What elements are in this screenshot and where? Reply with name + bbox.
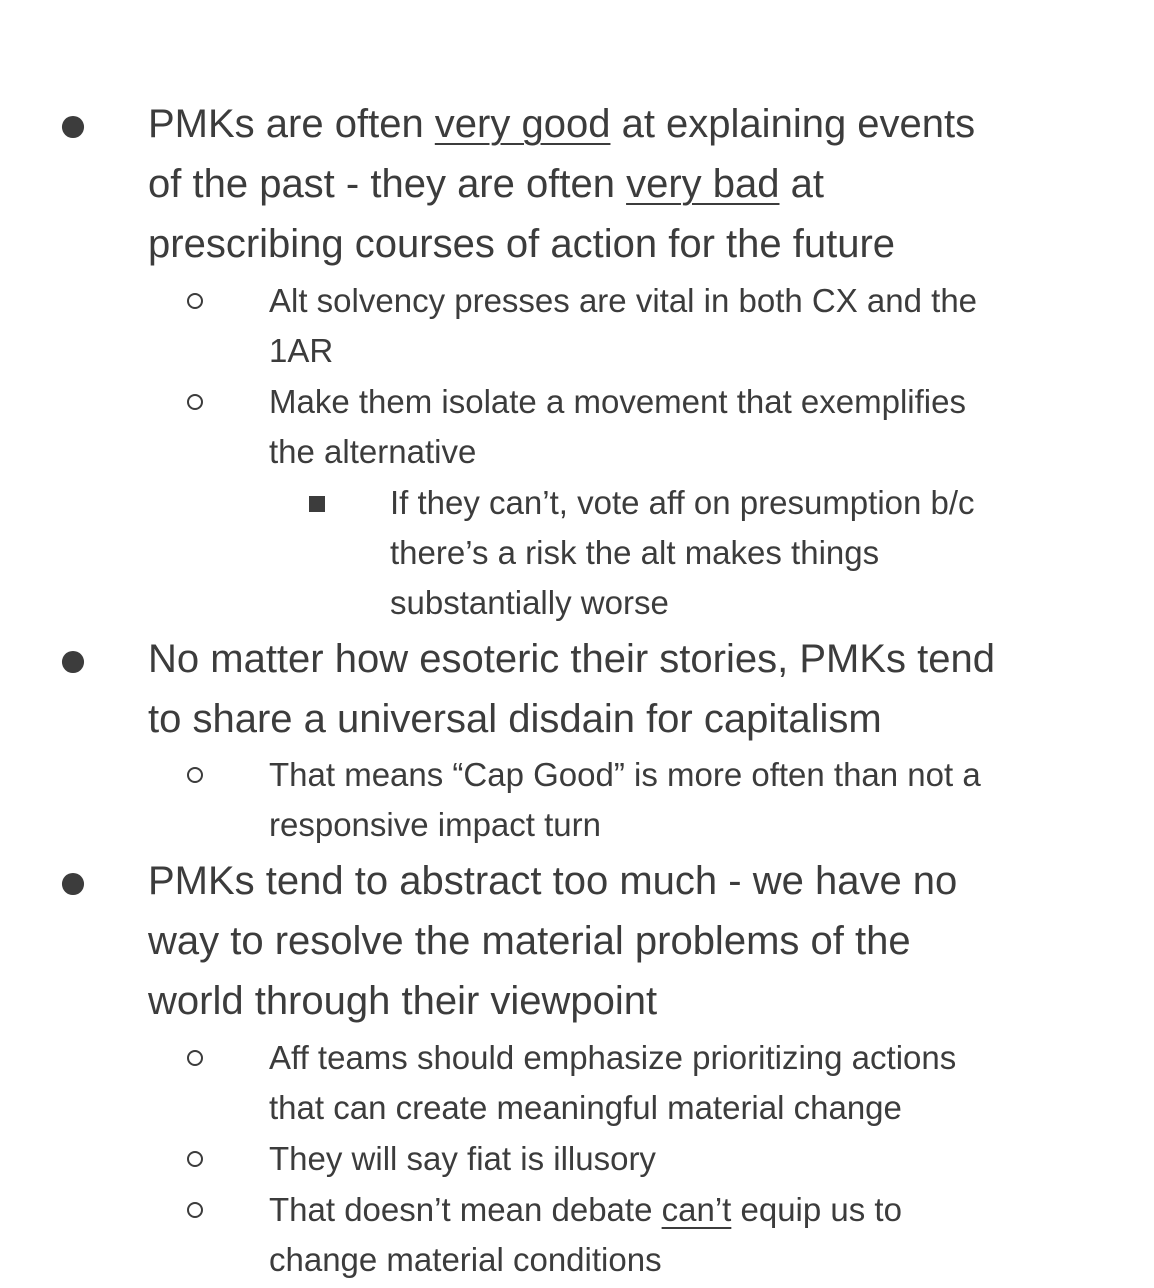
bullet-item-level-2 (0, 377, 1154, 477)
text-segment: Alt solvency presses are vital in both CX and the (269, 282, 978, 319)
filled-circle-bullet-icon (62, 873, 84, 895)
text-line (148, 94, 975, 154)
bullet-text (148, 851, 957, 1031)
text-segment: 1AR (269, 332, 334, 369)
text-segment: change material conditions (269, 1241, 662, 1278)
text-segment: to share a universal disdain for capitalism (148, 697, 882, 741)
text-segment: equip us to (731, 1191, 902, 1228)
filled-circle-bullet-icon (62, 116, 84, 138)
hollow-circle-bullet-icon (187, 1202, 203, 1218)
text-segment: that can create meaningful material change (269, 1089, 902, 1126)
bullet-item-level-2 (0, 276, 1154, 376)
text-segment: of the past - they are often (148, 162, 627, 206)
text-segment: world through their viewpoint (148, 979, 658, 1023)
text-segment: That means “Cap Good” is more often than not a (269, 756, 981, 793)
text-segment: If they can’t, vote aff on presumption b/c (390, 484, 975, 521)
bullet-text (148, 94, 975, 274)
bullet-item-level-3 (0, 478, 1154, 628)
text-line (390, 478, 975, 528)
text-line (148, 971, 957, 1031)
bullet-item-level-1 (0, 851, 1154, 1031)
text-line (148, 851, 957, 911)
hollow-circle-bullet-icon (187, 394, 203, 410)
text-line (148, 911, 957, 971)
hollow-circle-bullet-icon (187, 293, 203, 309)
text-segment: at explaining events (610, 102, 976, 146)
filled-circle-bullet-icon (62, 651, 84, 673)
square-bullet-icon (309, 496, 325, 512)
text-segment: prescribing courses of action for the future (148, 222, 896, 266)
text-line (269, 1134, 656, 1184)
bullet-item-level-2 (0, 1185, 1154, 1285)
text-segment: No matter how esoteric their stories, PMKs tend (148, 637, 995, 681)
hollow-circle-bullet-icon (187, 1151, 203, 1167)
text-segment: there’s a risk the alt makes things (390, 534, 880, 571)
bullet-text (148, 629, 995, 749)
hollow-circle-bullet-icon (187, 767, 203, 783)
bullet-item-level-2 (0, 1033, 1154, 1133)
underlined-text: very bad (626, 162, 780, 206)
bullet-text (269, 1134, 656, 1184)
text-segment: PMKs are often (148, 102, 435, 146)
text-line (269, 276, 977, 326)
bullet-item-level-1 (0, 629, 1154, 749)
bullet-text (269, 750, 981, 850)
bullet-text (269, 1185, 902, 1285)
text-line (269, 750, 981, 800)
text-line (148, 214, 975, 274)
text-segment: way to resolve the material problems of the (148, 919, 911, 963)
bullet-text (269, 377, 966, 477)
text-line (390, 528, 975, 578)
text-line (269, 1083, 956, 1133)
bullet-item-level-1 (0, 94, 1154, 274)
text-line (269, 1185, 902, 1235)
text-line (269, 800, 981, 850)
bullet-text (390, 478, 975, 628)
bullet-text (269, 1033, 956, 1133)
text-segment: the alternative (269, 433, 477, 470)
text-line (148, 154, 975, 214)
text-line (269, 427, 966, 477)
text-segment: Aff teams should emphasize prioritizing actions (269, 1039, 957, 1076)
text-line (148, 629, 995, 689)
bullet-text (269, 276, 977, 376)
text-line (269, 377, 966, 427)
text-segment: That doesn’t mean debate (269, 1191, 662, 1228)
text-line (269, 1235, 902, 1285)
text-segment: substantially worse (390, 584, 669, 621)
text-segment: at (779, 162, 824, 206)
hollow-circle-bullet-icon (187, 1050, 203, 1066)
text-segment: PMKs tend to abstract too much - we have no (148, 859, 958, 903)
text-line (148, 689, 995, 749)
bullet-item-level-2 (0, 750, 1154, 850)
text-segment: They will say fiat is illusory (269, 1140, 656, 1177)
bullet-item-level-2 (0, 1134, 1154, 1184)
text-line (390, 578, 975, 628)
underlined-text: very good (434, 102, 611, 146)
text-segment: responsive impact turn (269, 806, 601, 843)
text-segment: Make them isolate a movement that exemplifies (269, 383, 966, 420)
underlined-text: can’t (661, 1191, 732, 1228)
text-line (269, 1033, 956, 1083)
text-line (269, 326, 977, 376)
